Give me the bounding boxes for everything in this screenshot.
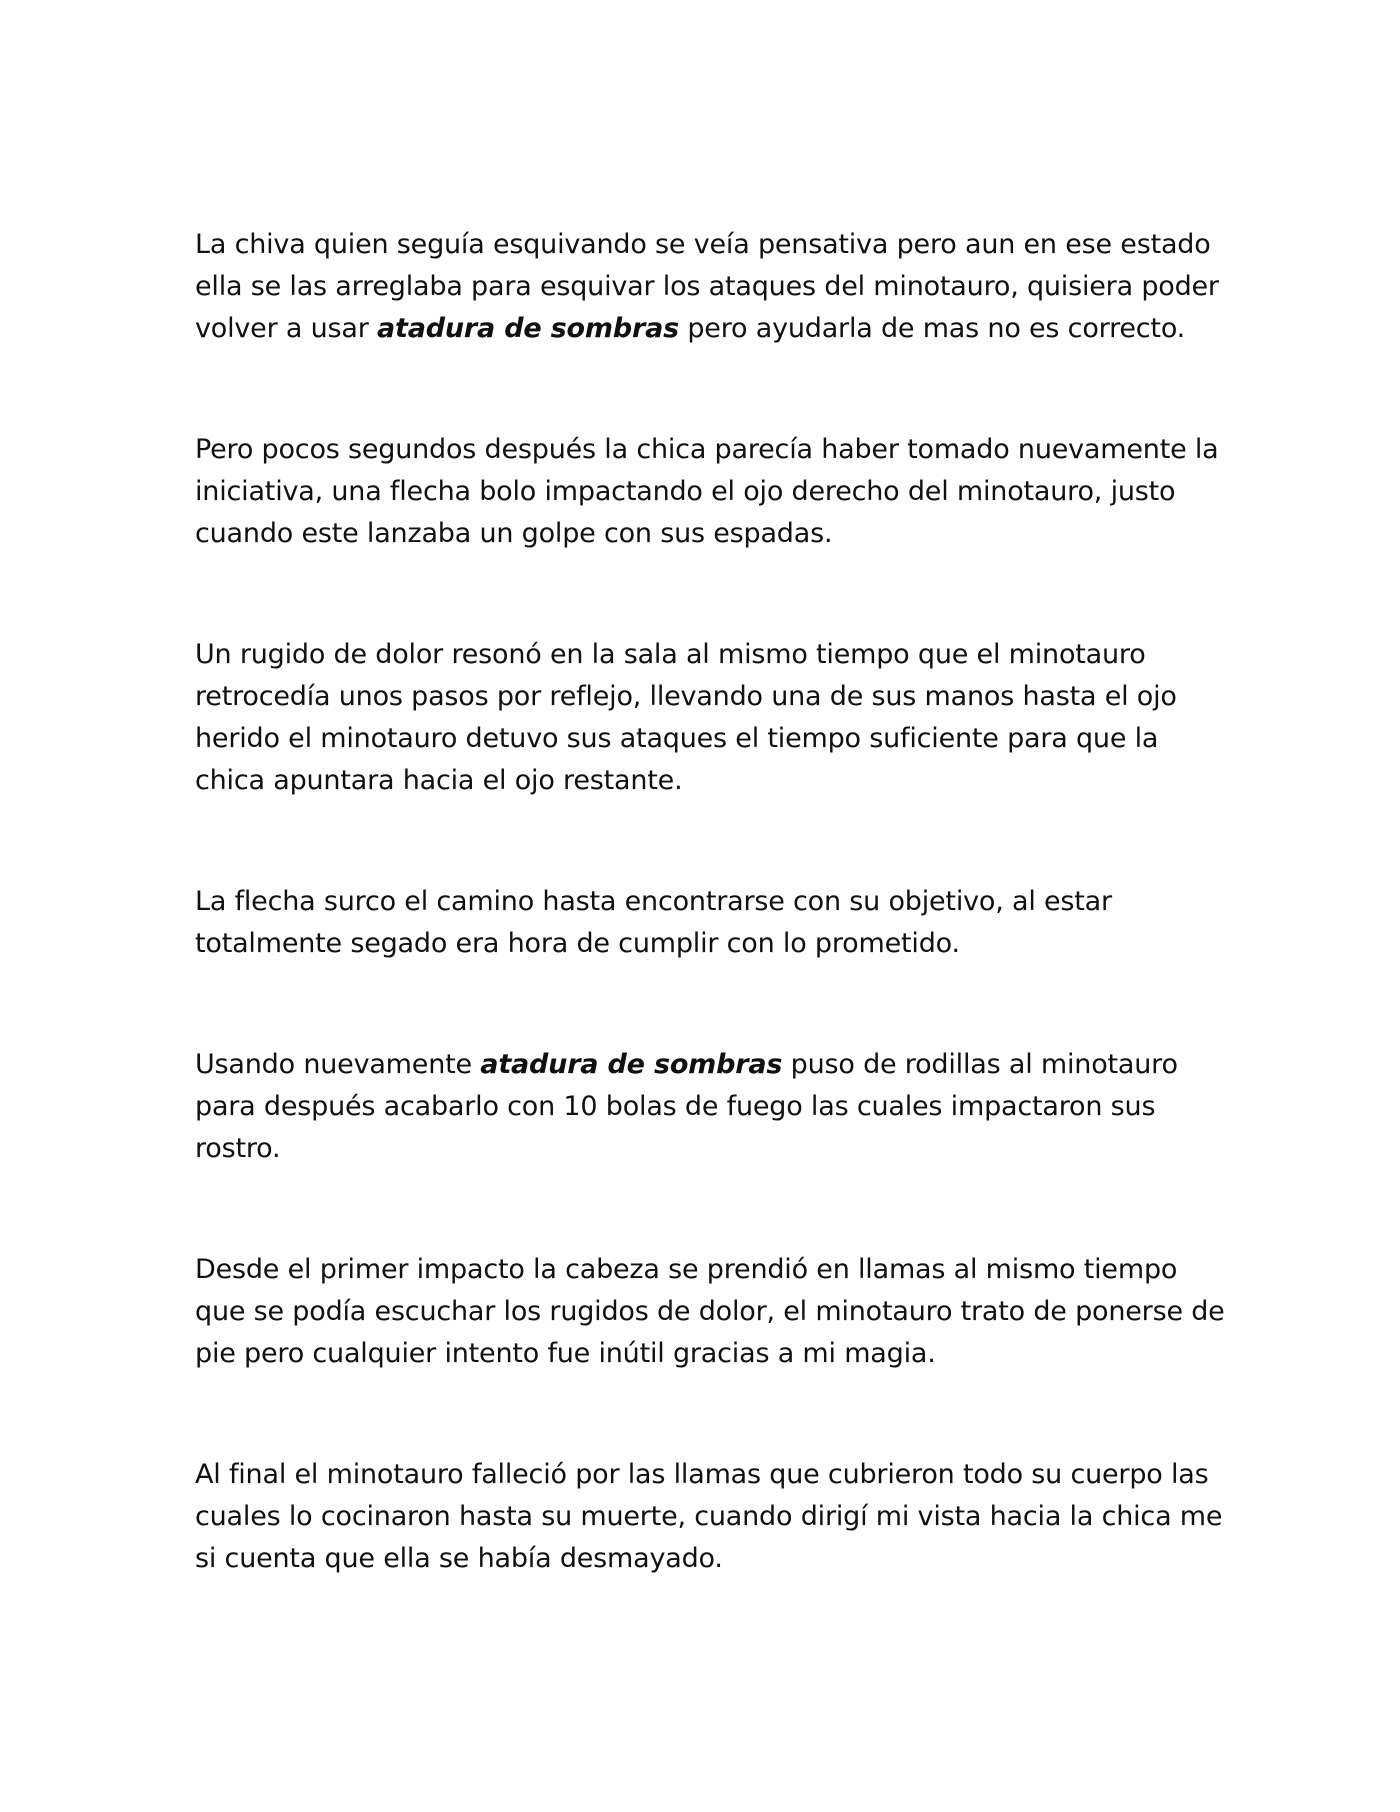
paragraph-6 [195,1249,1225,1375]
paragraph-5 [195,1044,1225,1170]
paragraph-1 [195,224,1225,350]
paragraph-1-emphasis: atadura de sombras [377,313,679,344]
paragraph-1-text-b: pero ayudarla de mas no es correcto. [678,313,1186,344]
paragraph-5-emphasis: atadura de sombras [480,1049,783,1080]
paragraph-2-text: Pero pocos segundos después la chica parecía haber tomado nuevamente la iniciativa, una flecha bolo impactando el ojo derecho del minotauro, justo cuando este lanzaba un golpe con sus espadas. [195,434,1219,549]
paragraph-7-text: Al final el minotauro falleció por las llamas que cubrieron todo su cuerpo las cuales lo cocinaron hasta su muerte, cuando dirigí mi vista hacia la chica me si cuenta que ella se había desmayado. [195,1459,1223,1574]
paragraph-6-text: Desde el primer impacto la cabeza se prendió en llamas al mismo tiempo que se podía escuchar los rugidos de dolor, el minotauro trato de ponerse de pie pero cualquier intento fue inútil gracias a mi magia. [195,1254,1225,1369]
paragraph-5-text-a: Usando nuevamente [195,1049,481,1080]
paragraph-3-text: Un rugido de dolor resonó en la sala al mismo tiempo que el minotauro retrocedía unos pasos por reflejo, llevando una de sus manos hasta el ojo herido el minotauro detuvo sus ataques el tiempo suficiente para que la chica apuntara hacia el ojo restante. [195,639,1177,796]
paragraph-5-text-b: puso de rodillas al minotauro para después acabarlo con 10 bolas de fuego las cuales impactaron sus rostro. [195,1049,1178,1164]
paragraph-2 [195,429,1225,555]
document-body [195,224,1225,1580]
paragraph-4-text: La flecha surco el camino hasta encontrarse con su objetivo, al estar totalmente segado era hora de cumplir con lo prometido. [195,886,1112,959]
paragraph-7 [195,1454,1225,1580]
paragraph-3 [195,634,1225,802]
paragraph-1-text-a: La chiva quien seguía esquivando se veía pensativa pero aun en ese estado ella se las arreglaba para esquivar los ataques del minotauro, quisiera poder volver a usar [195,229,1219,344]
paragraph-4 [195,881,1225,965]
